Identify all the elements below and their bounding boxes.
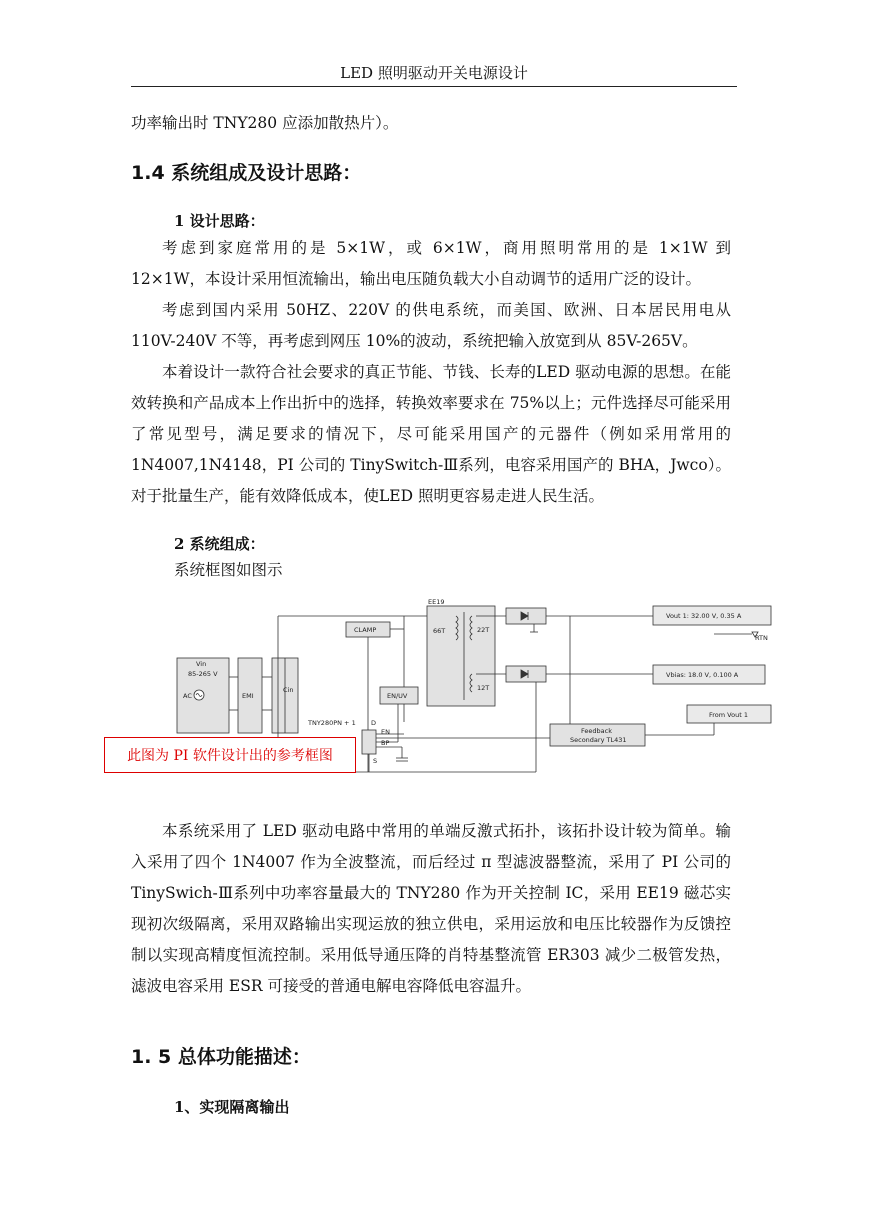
t22-label: 22T	[477, 626, 490, 634]
section-1-4-title: 1.4 系统组成及设计思路：	[131, 162, 362, 184]
design-idea-title: 1 设计思路：	[174, 212, 265, 230]
paragraph-4: 本系统采用了 LED 驱动电路中常用的单端反激式拓扑，该拓扑设计较为简单。输入采用了四个 1N4007 作为全波整流，而后经过 π 型滤波器整流，采用了 PI 公司的 TinySwich-Ⅲ系列中功率容量最大的 TNY280 作为开关控制 IC，采用 EE19 磁芯实现初次级隔离，采用双路输出实现运放的独立供电，采用运放和电压比较器作为反馈控制以实现高精度恒流控制。采用低导通压降的肖特基整流管 ER303 减少二极管发热，滤波电容采用 ESR 可接受的普通电解电容降低电容温升。	[131, 822, 731, 995]
rtn-label: RTN	[755, 634, 768, 642]
paragraph-3: 本着设计一款符合社会要求的真正节能、节钱、长寿的LED 驱动电源的思想。在能效转换和产品成本上作出折中的选择，转换效率要求在 75%以上；元件选择尽可能采用了常见型号，满足要求的情况下，尽可能采用国产的元器件（例如采用常用的 1N4007,1N4148，PI 公司的 TinySwitch-Ⅲ系列，电容采用国产的 BHA，Jwco）。对于批量生产，能有效降低成本，使LED 照明更容易走进人民生活。	[131, 363, 731, 505]
header-rule	[131, 86, 737, 87]
feedback-label-1: Feedback	[581, 727, 612, 735]
pin-en-label: EN	[381, 728, 390, 736]
paragraph-1: 考虑到家庭常用的是 5×1W，或 6×1W，商用照明常用的是 1×1W 到 12×1W，本设计采用恒流输出，输出电压随负载大小自动调节的适用广泛的设计。	[131, 239, 731, 288]
feedback-label-2: Secondary TL431	[570, 736, 627, 744]
ic-label: TNY280PN + 1	[308, 719, 356, 727]
pin-d-label: D	[371, 719, 377, 727]
ac-label: AC	[183, 692, 192, 700]
annotation-box	[104, 737, 356, 773]
function-item-1: 1、实现隔离输出	[174, 1098, 290, 1116]
section-1-5-title: 1. 5 总体功能描述：	[131, 1046, 311, 1068]
vout1-label: Vout 1: 32.00 V, 0.35 A	[666, 612, 742, 620]
system-composition-title: 2 系统组成：	[174, 535, 265, 553]
cin-label: Cin	[283, 686, 294, 694]
intro-line: 功率输出时 TNY280 应添加散热片）。	[131, 114, 399, 132]
clamp-label: CLAMP	[354, 626, 377, 634]
page-header: LED 照明驱动开关电源设计	[340, 64, 528, 82]
diagram-caption: 系统框图如图示	[174, 561, 283, 579]
vin-label: Vin	[196, 660, 207, 668]
t66-label: 66T	[433, 627, 446, 635]
ic-tny280	[362, 730, 376, 754]
pin-s-label: S	[373, 757, 378, 765]
vbias-label: Vbias: 18.0 V, 0.100 A	[666, 671, 739, 679]
t12-label: 12T	[477, 684, 490, 692]
from-vout1-label: From Vout 1	[709, 711, 748, 719]
vin-range: 85-265 V	[188, 670, 218, 678]
pin-bp-label: BP	[381, 739, 390, 747]
annotation-text: 此图为 PI 软件设计出的参考框图	[127, 748, 333, 764]
paragraph-2: 考虑到国内采用 50HZ、220V 的供电系统，而美国、欧洲、日本居民用电从 110V-240V 不等，再考虑到网压 10%的波动，系统把输入放宽到从 85V-265V。	[131, 301, 731, 350]
emi-label: EMI	[242, 692, 254, 700]
ee19-label: EE19	[428, 598, 445, 606]
enuv-label: EN/UV	[387, 692, 408, 700]
